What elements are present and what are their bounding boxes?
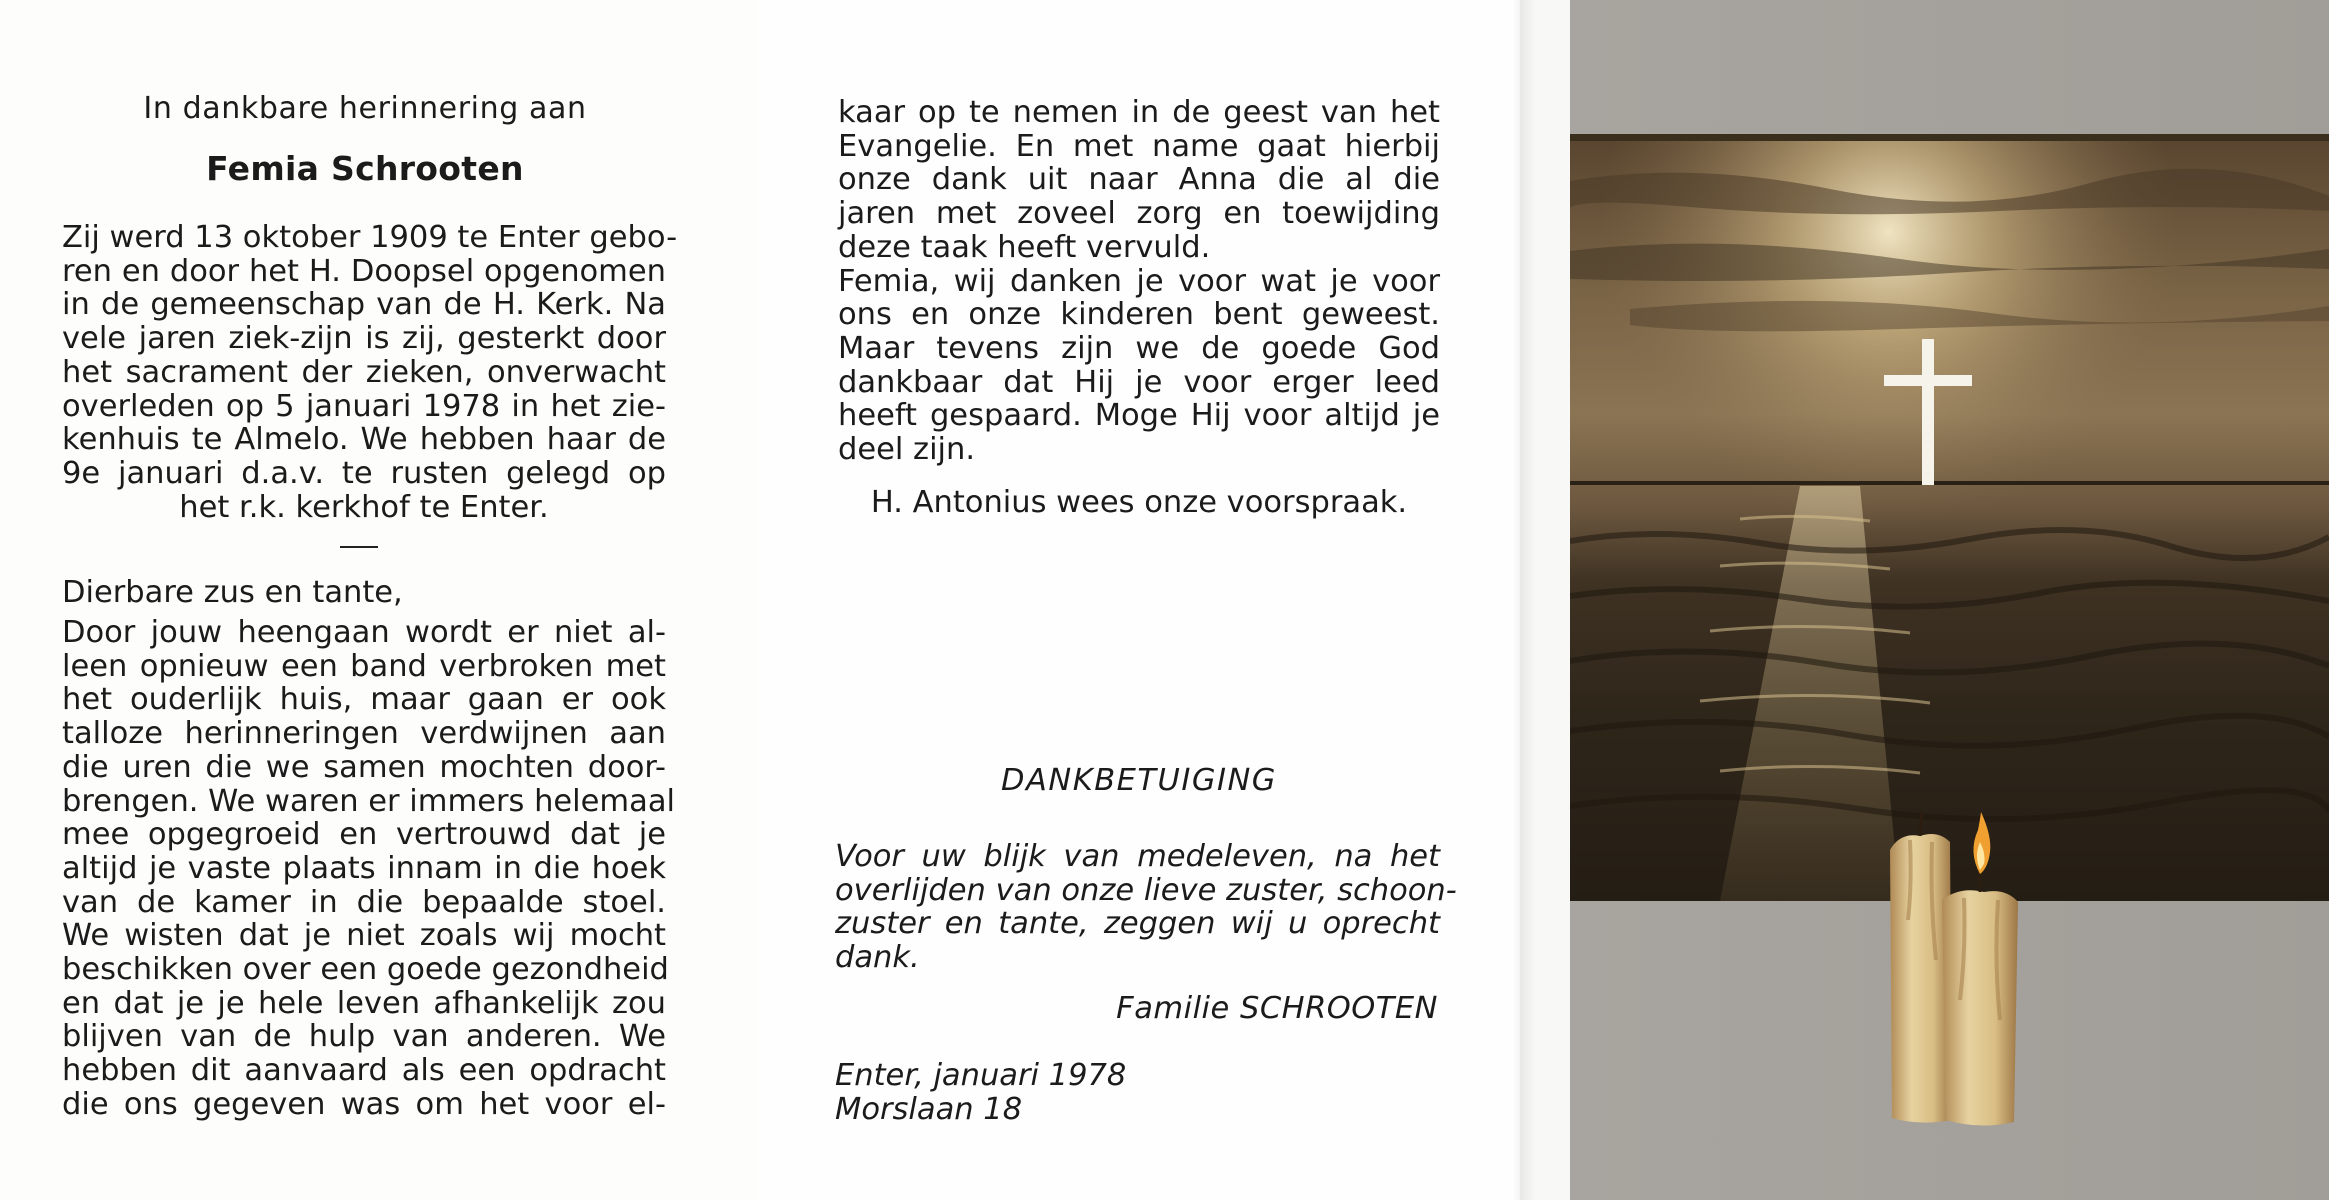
letter-continuation — [838, 96, 1440, 467]
deceased-name: Femia Schrooten — [206, 149, 524, 188]
letter-line: Maar tevens zijn we de goede God — [838, 330, 1440, 366]
bio-line: 9e januari d.a.v. te rusten gelegd op — [62, 455, 666, 491]
letter-line: Door jouw heengaan wordt er niet al- — [62, 615, 666, 650]
thanks-block — [835, 839, 1457, 976]
bio-line: kenhuis te Almelo. We hebben haar de — [62, 422, 666, 458]
bio-line: overleden op 5 januari 1978 in het zie- — [62, 388, 666, 424]
letter-line: van de kamer in die bepaalde stoel. — [62, 884, 666, 920]
sunset-sea-photo — [1570, 141, 2329, 901]
bio-line: het r.k. kerkhof te Enter. — [179, 489, 549, 525]
sunset-sea-illustration — [1570, 141, 2329, 901]
letter-line: mee opgegroeid en vertrouwd dat je — [62, 817, 666, 853]
letter-line: altijd je vaste plaats innam in die hoek — [62, 850, 666, 886]
letter-line: Femia, wij danken je voor wat je voor — [838, 263, 1440, 299]
letter-line: blijven van de hulp van anderen. We — [62, 1019, 666, 1055]
place-date: Enter, januari 1978 — [835, 1058, 1127, 1093]
letter-line: en dat je je hele leven afhankelijk zou — [62, 985, 666, 1021]
thanks-line: overlijden van onze lieve zuster, schoon- — [835, 872, 1457, 908]
thanks-line: Voor uw blijk van medeleven, na het — [835, 839, 1440, 874]
candle-icon — [1880, 790, 2060, 1130]
letter-line: We wisten dat je niet zoals wij mocht — [62, 918, 666, 954]
family-signature: Familie SCHROOTEN — [1116, 991, 1438, 1026]
page-edge — [1520, 0, 1536, 1200]
letter-line: beschikken over een goede gezondheid — [62, 952, 669, 988]
thanks-line: dank. — [835, 940, 920, 976]
letter-line: deel zijn. — [838, 432, 976, 468]
salutation: Dierbare zus en tante, — [62, 575, 403, 610]
bio-line: ren en door het H. Doopsel opgenomen — [62, 253, 666, 289]
letter-line: Evangelie. En met name gaat hierbij — [838, 128, 1440, 164]
memorial-intro: In dankbare herinnering aan — [143, 91, 587, 126]
letter-line: talloze herinneringen verdwijnen aan — [62, 716, 666, 752]
section-divider — [340, 546, 378, 548]
prayer-line: H. Antonius wees onze voorspraak. — [870, 485, 1408, 520]
bio-line: in de gemeenschap van de H. Kerk. Na — [62, 287, 666, 323]
letter-line: hebben dit aanvaard als een opdracht — [62, 1053, 666, 1089]
letter-line: die ons gegeven was om het voor el- — [62, 1086, 666, 1122]
letter-block — [62, 615, 675, 1122]
bio-line: vele jaren ziek-zijn is zij, gesterkt door — [62, 321, 666, 357]
address: Morslaan 18 — [835, 1092, 1023, 1127]
biography-block — [62, 220, 678, 525]
thanks-line: zuster en tante, zeggen wij u oprecht — [835, 906, 1440, 942]
letter-line: dankbaar dat Hij je voor erger leed — [838, 364, 1440, 400]
thanks-heading: DANKBETUIGING — [1001, 763, 1277, 798]
letter-line: het ouderlijk huis, maar gaan er ook — [62, 682, 666, 718]
bio-line: Zij werd 13 oktober 1909 te Enter gebo- — [62, 220, 678, 255]
bio-line: het sacrament der zieken, onverwacht — [62, 354, 666, 390]
letter-line: kaar op te nemen in de geest van het — [838, 95, 1440, 130]
letter-line: jaren met zoveel zorg en toewijding — [838, 196, 1440, 232]
letter-line: deze taak heeft vervuld. — [838, 229, 1211, 265]
letter-line: brengen. We waren er immers helemaal — [62, 783, 675, 819]
letter-line: ons en onze kinderen bent geweest. — [838, 297, 1440, 333]
letter-line: onze dank uit naar Anna die al die — [838, 162, 1440, 198]
letter-line: heeft gespaard. Moge Hij voor altijd je — [838, 398, 1440, 434]
letter-line: die uren die we samen mochten door- — [62, 749, 666, 785]
letter-line: leen opnieuw een band verbroken met — [62, 648, 666, 684]
